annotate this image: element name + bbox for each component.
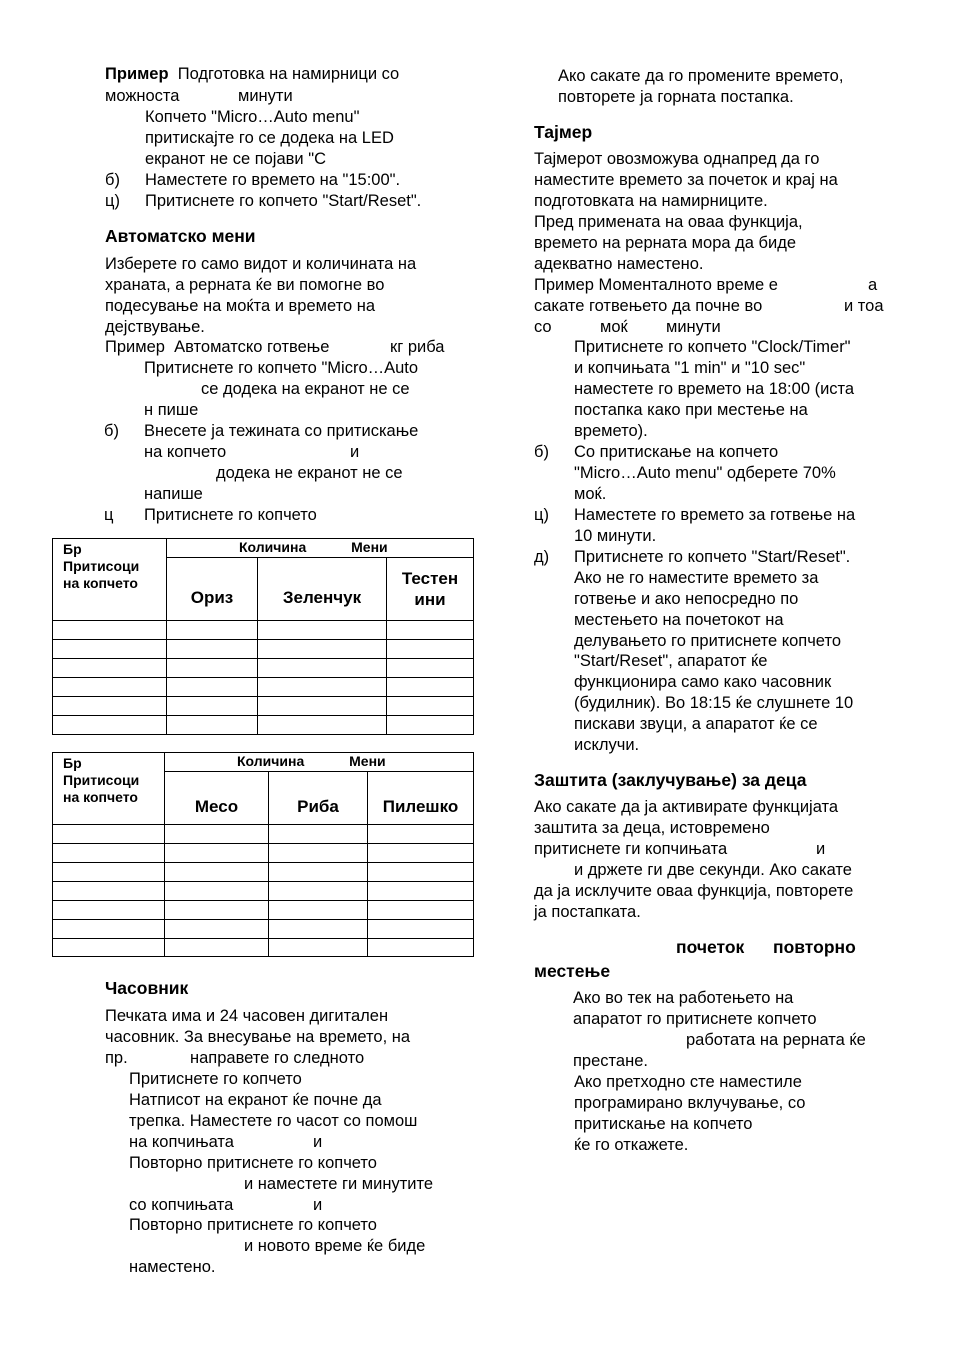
right-intro-2: повторете ја горната постапка. [558,88,794,106]
auto-para-4: дејствување. [105,318,205,336]
child-para-3b: и [816,840,826,858]
step-a-line-2: притискајте го се додека на LED [145,129,394,147]
timer-a-line-5: времето). [574,422,648,440]
auto-c-text: Притиснете го копчето [144,506,317,524]
clock-step-10: наместено. [129,1258,216,1276]
child-para-4: и држете ги две секунди. Ако сакате [574,861,852,879]
child-para-3a: притиснете ги копчињата [534,840,728,858]
clock-step-2: Натписот на екранот ќе почне да [129,1091,382,1109]
auto-b-line-2a: на копчето [144,443,227,461]
timer-a-line-3: наместете го времето на 18:00 (иста [574,380,855,398]
auto-example-tail: кг риба [390,338,445,356]
timer-para-1: Тајмерот овозможува однапред да го [534,150,820,168]
timer-para-3: подготовката на намирниците. [534,192,768,210]
timer-d-line-6: "Start/Reset", апаратот ќе [574,652,768,670]
timer-example-2a: сакате готвењето да почне во [534,297,763,315]
corner-line-1: Бр [63,541,82,557]
timer-example-3b: моќ [600,318,628,336]
clock-para-2: часовник. За внесување на времето, на [105,1028,411,1046]
col-header-rice: Ориз [167,558,258,621]
table-corner-header [53,753,165,825]
timer-c-line-1: Наместете го времето за готвење на [574,506,856,524]
table-row [53,844,474,863]
example-label: Пример [105,65,169,83]
auto-a-line-3: н пише [144,401,199,419]
timer-para-6: адекватно наместено. [534,255,704,273]
timer-d-line-3: готвење и ако непосредно по [574,590,799,608]
col-header-vegetables: Зеленчук [258,558,387,621]
auto-b-line-2b: и [350,443,360,461]
timer-b-line-3: моќ. [574,485,607,503]
timer-example-2b: и тоа [844,297,884,315]
right-intro-1: Ако сакате да го промените времето, [558,67,844,85]
clock-step-1: Притиснете го копчето [129,1070,302,1088]
step-b-text: Наместете го времето на "15:00". [145,171,401,189]
menu-label: Мени [351,539,388,555]
table-row [53,939,474,957]
table-row [53,920,474,939]
table-corner-header [53,539,167,621]
auto-para-3: подесување на моќта и времето на [105,297,376,315]
clock-step-6: и наместете ги минутите [244,1175,434,1193]
auto-example-text: Автоматско готвење [174,338,330,356]
restart-para-1: Ако во тек на работењето на [573,989,794,1007]
example-text: Подготовка на намирници со [177,65,400,83]
table-row [53,678,474,697]
col-header-pasta: Тестен ини [387,558,474,621]
timer-para-2: наместите времето за почеток и крај на [534,171,838,189]
clock-para-3a: пр. [105,1049,128,1067]
col-header-fish: Риба [269,772,368,825]
table-row [53,863,474,882]
table-row [53,825,474,844]
auto-menu-table-2 [52,752,474,957]
table-row [53,640,474,659]
restart-para-7: притискање на копчето [574,1115,753,1133]
restart-heading-2: местење [534,961,611,981]
timer-example-1b: а [868,276,878,294]
restart-para-2: апаратот го притиснете копчето [573,1010,817,1028]
timer-a-line-2: и копчињата "1 min" и "10 sec" [574,359,806,377]
corner-line-2: Притисоци [63,558,140,574]
auto-a-line-2: се додека на екранот не се [201,380,410,398]
table-group-header [165,753,474,772]
col-header-meat: Месо [165,772,269,825]
step-b-marker: б) [105,171,120,189]
corner-line-3: на копчето [63,575,138,591]
table-row [53,659,474,678]
clock-step-3: трепка. Наместете го часот со помош [129,1112,418,1130]
auto-example [105,337,329,357]
auto-b-marker: б) [104,422,119,440]
clock-para-3b: направете го следното [190,1049,365,1067]
auto-para-1: Изберете го само видот и количината на [105,255,417,273]
timer-d-line-5: делувањето го притиснете копчето [574,632,841,650]
table-group-header [167,539,474,558]
restart-para-8: ќе го откажете. [574,1136,689,1154]
timer-d-line-9: пискави звуци, а апаратот ќе се [574,715,818,733]
timer-d-line-8: (будилник). Во 18:15 ќе слушнете 10 [574,694,854,712]
restart-para-5: Ако претходно сте наместиле [574,1073,802,1091]
auto-a-line-1: Притиснете го копчето "Micro…Auto [144,359,419,377]
timer-d-line-10: исклучи. [574,736,640,754]
example-line-2a: можноста [105,87,180,105]
restart-para-6: програмирано вклучување, со [574,1094,806,1112]
timer-d-line-4: местењето на почетокот на [574,611,784,629]
clock-step-8: Повторно притиснете го копчето [129,1216,377,1234]
restart-para-3: работата на рерната ќе [686,1031,866,1049]
quantity-label: Количина [237,753,305,769]
table-row [53,882,474,901]
timer-d-line-2: Ако не го наместите времето за [574,569,819,587]
clock-step-9: и новото време ќе биде [244,1237,426,1255]
timer-a-line-4: постапка како при местење на [574,401,808,419]
table-row [53,901,474,920]
auto-menu-heading: Автоматско мени [105,226,256,246]
example-line-2b: минути [238,87,293,105]
auto-b-line-1: Внесете ја тежината со притискање [144,422,419,440]
clock-step-4a: на копчињата [129,1133,234,1151]
timer-d-line-1: Притиснете го копчето "Start/Reset". [574,548,851,566]
table-row [53,716,474,735]
clock-step-7a: со копчињата [129,1196,234,1214]
timer-c-marker: ц) [534,506,549,524]
table-row [53,697,474,716]
clock-step-7b: и [313,1196,323,1214]
child-para-2: заштита за деца, истовремено [534,819,770,837]
clock-heading: Часовник [105,978,189,998]
timer-d-line-7: функционира само како часовник [574,673,832,691]
child-para-6: ја постапката. [534,903,641,921]
timer-a-line-1: Притиснете го копчето "Clock/Timer" [574,338,851,356]
timer-b-line-2: "Micro…Auto menu" одберете 70% [574,464,836,482]
clock-step-4b: и [313,1133,323,1151]
clock-para-1: Печката има и 24 часовен дигитален [105,1007,389,1025]
corner-line-1: Бр [63,755,82,771]
corner-line-3: на копчето [63,789,138,805]
clock-step-5: Повторно притиснете го копчето [129,1154,377,1172]
col-header-chicken: Пилешко [368,772,474,825]
timer-para-4: Пред примената на оваа функција, [534,213,803,231]
timer-c-line-2: 10 минути. [574,527,657,545]
timer-heading: Тајмер [534,122,593,142]
child-para-1: Ако сакате да ја активирате функцијата [534,798,839,816]
timer-example-3a: со [534,318,552,336]
auto-b-line-3: додека не екранот не се [216,464,403,482]
menu-label: Мени [349,753,386,769]
step-c-marker: ц) [105,192,120,210]
example-line-1 [105,64,399,84]
auto-c-marker: ц [104,506,114,524]
timer-b-line-1: Со притискање на копчето [574,443,779,461]
restart-para-4: престане. [573,1052,648,1070]
timer-example-3c: минути [666,318,721,336]
timer-d-marker: д) [534,548,550,566]
auto-para-2: храната, а рерната ќе ви помогне во [105,276,385,294]
table-row [53,621,474,640]
auto-menu-table-1 [52,538,474,735]
auto-b-line-4: напише [144,485,203,503]
auto-example-label: Пример [105,338,165,356]
timer-para-5: времето на рерната мора да биде [534,234,797,252]
child-para-5: да ја исклучите оваа функција, повторете [534,882,854,900]
step-a-line-1: Копчето "Micro…Auto menu" [145,108,360,126]
step-c-text: Притиснете го копчето "Start/Reset". [145,192,422,210]
timer-b-marker: б) [534,443,549,461]
child-lock-heading: Заштита (заклучување) за деца [534,770,807,790]
corner-line-2: Притисоци [63,772,140,788]
restart-heading-1b: повторно [773,937,856,957]
step-a-line-3: екранот не се појави "С [145,150,326,168]
quantity-label: Количина [239,539,307,555]
timer-example-1a: Пример Моменталното време е [534,276,778,294]
restart-heading-1a: почеток [676,937,745,957]
